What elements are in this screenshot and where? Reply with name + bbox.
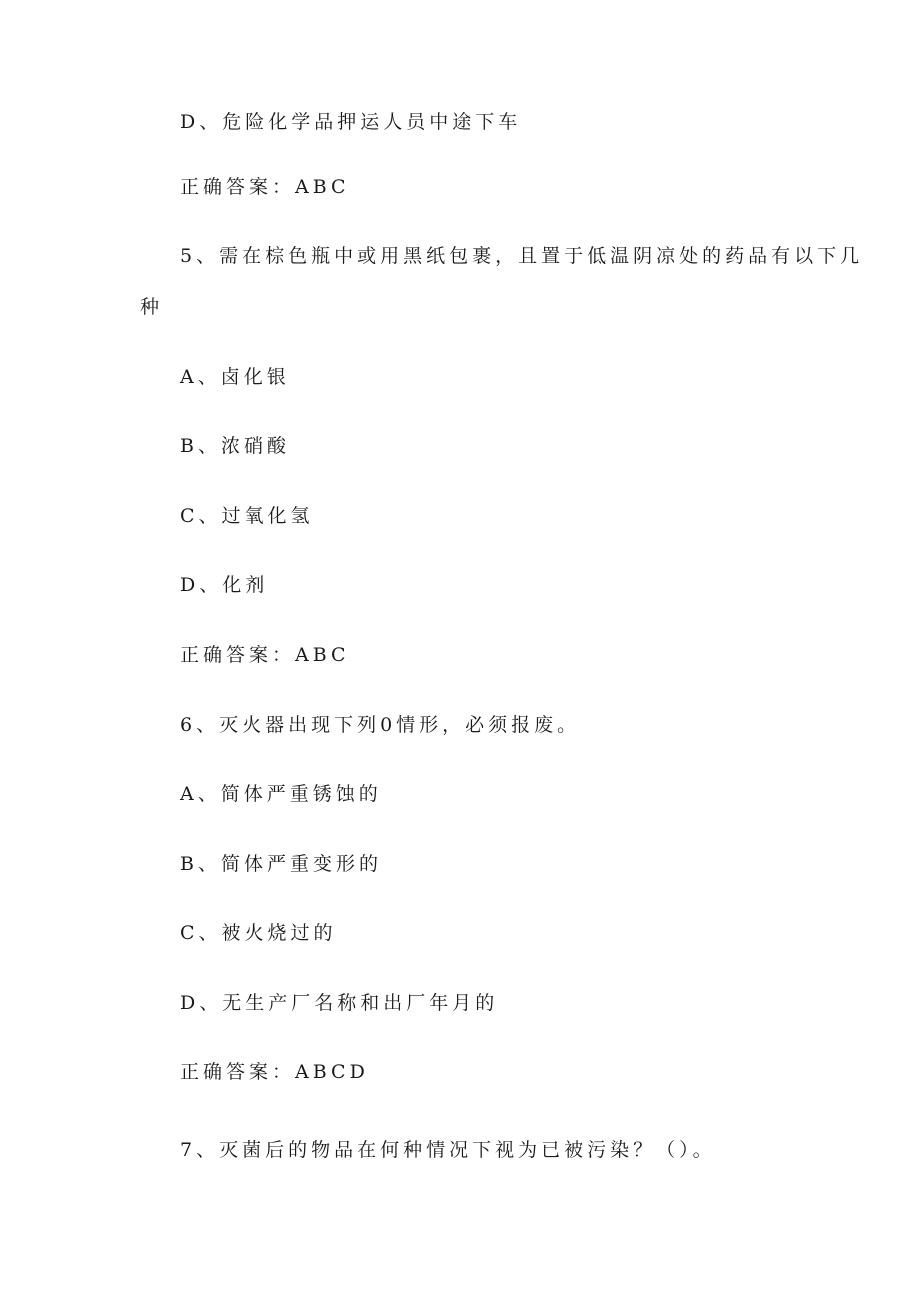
q6-option-c: C、被火烧过的 [180,922,337,944]
q5-question-line2: 种 [140,296,164,318]
q5-option-a: A、卤化银 [180,366,290,388]
q4-answer: 正确答案：ABC [180,176,350,198]
q7-question: 7、灭菌后的物品在何种情况下视为已被污染？（）。 [180,1139,716,1161]
q6-answer: 正确答案：ABCD [180,1061,369,1083]
q6-option-b: B、简体严重变形的 [180,853,382,875]
q4-option-d: D、危险化学品押运人员中途下车 [180,111,522,133]
q5-answer: 正确答案：ABC [180,644,350,666]
q6-option-d: D、无生产厂名称和出厂年月的 [180,992,499,1014]
q5-question-line1: 5、需在棕色瓶中或用黑纸包裹，且置于低温阴凉处的药品有以下几 [180,245,864,267]
q5-option-b: B、浓硝酸 [180,435,290,457]
q6-option-a: A、简体严重锈蚀的 [180,783,382,805]
q6-question: 6、灭火器出现下列0情形，必须报废。 [180,714,581,736]
q5-option-d: D、化剂 [180,574,269,596]
q5-option-c: C、过氧化氢 [180,505,314,527]
